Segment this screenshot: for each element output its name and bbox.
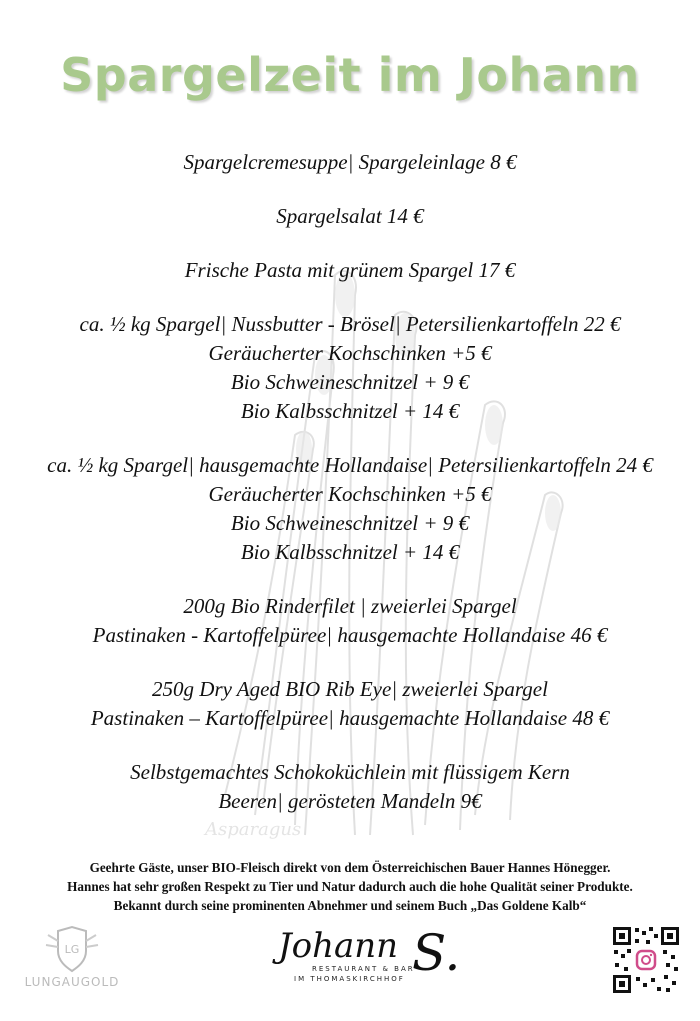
menu-line: Geräucherter Kochschinken +5 €	[208, 482, 492, 506]
menu-line: Geräucherter Kochschinken +5 €	[208, 341, 492, 365]
menu-line: Selbstgemachtes Schokoküchlein mit flüssigem Kern	[130, 760, 570, 784]
menu-item	[0, 148, 700, 177]
menu-line: Pastinaken – Kartoffelpüree| hausgemachte Hollandaise 48 €	[90, 706, 610, 730]
menu-item	[0, 310, 700, 426]
note-line: Geehrte Gäste, unser BIO-Fleisch direkt von dem Österreichischen Bauer Hannes Hönegger.	[89, 860, 611, 875]
menu-line: Spargelsalat 14 €	[276, 204, 424, 228]
lg-badge: LG	[64, 943, 80, 956]
menu-line: Bio Schweineschnitzel + 9 €	[230, 511, 470, 535]
menu-item	[0, 675, 700, 733]
page-title: Spargelzeit im Johann	[60, 48, 640, 102]
instagram-icon	[637, 951, 655, 969]
note-line: Bekannt durch seine prominenten Abnehmer und seinem Buch „Das Goldene Kalb“	[113, 898, 587, 913]
johann-location: IM THOMASKIRCHHOF	[294, 975, 405, 983]
qr-code-icon[interactable]	[611, 925, 681, 995]
menu-line: 250g Dry Aged BIO Rib Eye| zweierlei Spargel	[152, 677, 548, 701]
menu-line: Frische Pasta mit grünem Spargel 17 €	[184, 258, 516, 282]
watermark-caption: Asparagus	[205, 819, 302, 840]
lungaugold-logo	[12, 925, 132, 995]
menu-list	[0, 148, 700, 841]
menu-item	[0, 202, 700, 231]
menu-item	[0, 592, 700, 650]
menu-line: Bio Kalbsschnitzel + 14 €	[240, 399, 460, 423]
menu-line: ca. ½ kg Spargel| Nussbutter - Brösel| Petersilienkartoffeln 22 €	[79, 312, 621, 336]
johann-logo	[272, 924, 461, 998]
shield-icon	[12, 925, 132, 977]
johann-mark: S.	[412, 924, 461, 982]
johann-brand: Johann	[278, 926, 399, 966]
note-line: Hannes hat sehr großen Respekt zu Tier und Natur dadurch auch die hohe Qualität seiner Produkte.	[67, 879, 633, 894]
lungaugold-text: LUNGAUGOLD	[24, 975, 120, 989]
menu-line: 200g Bio Rinderfilet | zweierlei Spargel	[183, 594, 517, 618]
menu-line: Spargelcremesuppe| Spargeleinlage 8 €	[183, 150, 517, 174]
menu-line: Bio Kalbsschnitzel + 14 €	[240, 540, 460, 564]
menu-item	[0, 256, 700, 285]
menu-line: Pastinaken - Kartoffelpüree| hausgemachte Hollandaise 46 €	[92, 623, 608, 647]
menu-line: Bio Schweineschnitzel + 9 €	[230, 370, 470, 394]
menu-item	[0, 758, 700, 816]
menu-item	[0, 451, 700, 567]
supplier-note	[0, 858, 700, 915]
menu-line: ca. ½ kg Spargel| hausgemachte Hollandaise| Petersilienkartoffeln 24 €	[47, 453, 653, 477]
menu-line: Beeren| gerösteten Mandeln 9€	[218, 789, 482, 813]
johann-subtitle: RESTAURANT & BAR	[312, 965, 415, 973]
